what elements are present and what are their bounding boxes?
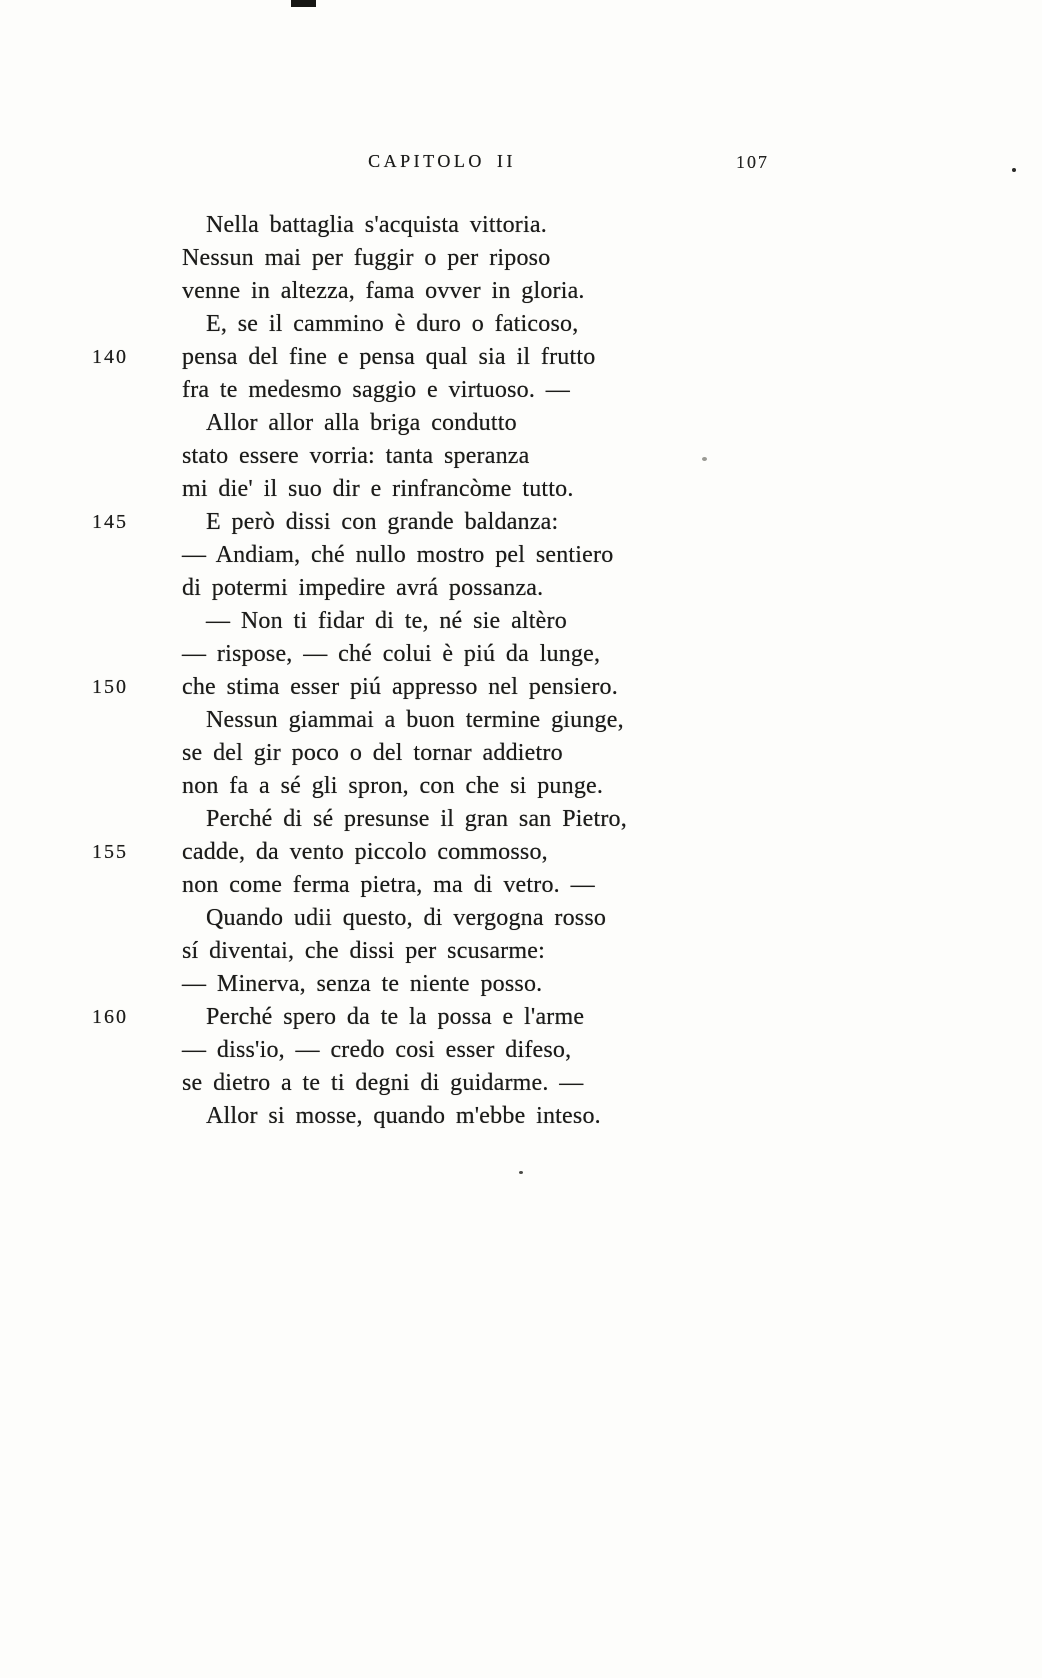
line-text: Quando udii questo, di vergogna rosso — [206, 905, 607, 931]
line-text: — Andiam, ché nullo mostro pel sentiero — [182, 542, 614, 568]
line-text: se del gir poco o del tornar addietro — [182, 740, 563, 766]
line-text: E, se il cammino è duro o faticoso, — [206, 311, 579, 337]
poem-line — [0, 935, 1042, 968]
poem-line — [0, 539, 1042, 572]
line-text: fra te medesmo saggio e virtuoso. — — [182, 377, 570, 403]
poem-line — [0, 770, 1042, 803]
line-text: cadde, da vento piccolo commosso, — [182, 839, 548, 865]
poem-line — [0, 1067, 1042, 1100]
poem — [0, 209, 1042, 1133]
poem-line — [0, 242, 1042, 275]
poem-line — [0, 407, 1042, 440]
line-text: mi die' il suo dir e rinfrancòme tutto. — [182, 476, 574, 502]
poem-line — [0, 902, 1042, 935]
line-text: Allor allor alla briga condutto — [206, 410, 517, 436]
line-text: venne in altezza, fama ovver in gloria. — [182, 278, 585, 304]
line-number: 140 — [92, 346, 128, 368]
line-text: stato essere vorria: tanta speranza — [182, 443, 530, 469]
chapter-running-title: CAPITOLO II — [368, 151, 516, 171]
poem-line — [0, 737, 1042, 770]
poem-line — [0, 1034, 1042, 1067]
line-number: 150 — [92, 676, 128, 698]
line-text: — diss'io, — credo cosi esser difeso, — [182, 1037, 572, 1063]
line-text: pensa del fine e pensa qual sia il frutto — [182, 344, 596, 370]
line-text: di potermi impedire avrá possanza. — [182, 575, 544, 601]
poem-line — [0, 374, 1042, 407]
line-text: Perché spero da te la possa e l'arme — [206, 1004, 585, 1030]
line-text: Nella battaglia s'acquista vittoria. — [206, 212, 547, 238]
poem-line — [0, 869, 1042, 902]
scan-speck — [519, 1171, 523, 1174]
scan-artifact-top-edge — [291, 0, 316, 7]
line-text: Perché di sé presunse il gran san Pietro, — [206, 806, 627, 832]
poem-line — [0, 506, 1042, 539]
poem-line — [0, 275, 1042, 308]
poem-line — [0, 341, 1042, 374]
scan-speck — [1012, 168, 1016, 172]
poem-line — [0, 638, 1042, 671]
line-text: — Minerva, senza te niente posso. — [182, 971, 543, 997]
page-number: 107 — [736, 152, 769, 172]
poem-line — [0, 440, 1042, 473]
poem-line — [0, 1001, 1042, 1034]
poem-line — [0, 473, 1042, 506]
line-text: E però dissi con grande baldanza: — [206, 509, 559, 535]
line-text: non come ferma pietra, ma di vetro. — — [182, 872, 595, 898]
poem-line — [0, 209, 1042, 242]
line-number: 160 — [92, 1006, 128, 1028]
poem-line — [0, 704, 1042, 737]
line-number: 155 — [92, 841, 128, 863]
line-text: Nessun giammai a buon termine giunge, — [206, 707, 624, 733]
poem-line — [0, 968, 1042, 1001]
line-text: Allor si mosse, quando m'ebbe inteso. — [206, 1103, 601, 1129]
poem-line — [0, 605, 1042, 638]
line-text: — rispose, — ché colui è piú da lunge, — [182, 641, 601, 667]
line-text: che stima esser piú appresso nel pensiero. — [182, 674, 618, 700]
line-text: Nessun mai per fuggir o per riposo — [182, 245, 551, 271]
line-number: 145 — [92, 511, 128, 533]
line-text: non fa a sé gli spron, con che si punge. — [182, 773, 604, 799]
poem-line — [0, 1100, 1042, 1133]
poem-line — [0, 572, 1042, 605]
poem-line — [0, 836, 1042, 869]
line-text: — Non ti fidar di te, né sie altèro — [206, 608, 567, 634]
poem-line — [0, 671, 1042, 704]
line-text: sí diventai, che dissi per scusarme: — [182, 938, 545, 964]
poem-line — [0, 308, 1042, 341]
poem-line — [0, 803, 1042, 836]
line-text: se dietro a te ti degni di guidarme. — — [182, 1070, 584, 1096]
